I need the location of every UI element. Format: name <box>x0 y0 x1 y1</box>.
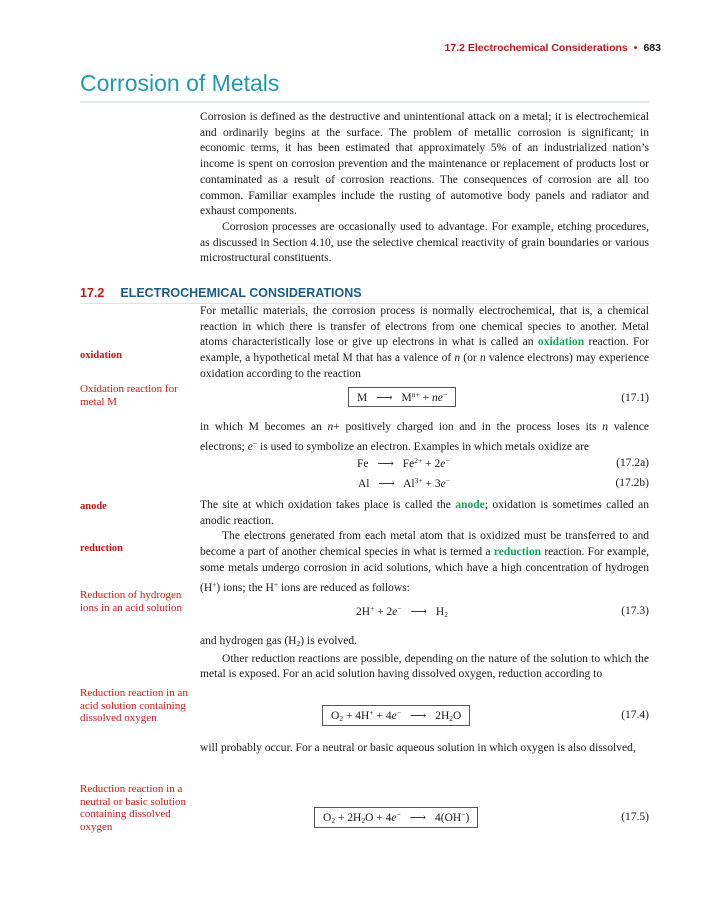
margin-note-oxidation: Oxidation reaction for metal M <box>80 383 178 408</box>
equation-17-4: $O_2 + 4H^+ + 4e^-$ ⟶ $2H_2O$ <box>322 705 470 726</box>
neutral-paragraph: will probably occur. For a neutral or basic aqueous solution in which oxygen is also dissolved, <box>200 742 636 754</box>
title-rule <box>80 101 649 103</box>
margin-note-hydrogen: Reduction of hydrogen ions in an acid solution <box>80 589 183 614</box>
oxidation-term: oxidation <box>537 336 585 349</box>
margin-term-reduction: reduction <box>80 543 123 554</box>
other-reductions-paragraph: Other reduction reactions are possible, depending on the nature of the solution to which the metal is exposed. For an acid solution having dissolved oxygen, reduction according to <box>200 652 649 681</box>
header-section: 17.2 Electrochemical Considerations <box>444 42 628 54</box>
equation-17-3: 2H+ + 2e− ⟶ $H_2$ <box>356 604 448 619</box>
after-oxidation-paragraph: in which M becomes an n+ positively charged ion and in the process loses its n valence electrons; e− is used to symbolize an electron. Examples in which metals oxidize are <box>200 421 649 453</box>
equation-number-17-1: (17.1) <box>621 392 649 404</box>
margin-note-oxygen-acid: Reduction reaction in an acid solution containing dissolved oxygen <box>80 687 188 725</box>
equation-17-2a: Fe ⟶ $Fe^{2+} + 2e^-$ <box>357 456 450 470</box>
equation-17-2b: Al ⟶ $Al^{3+} + 3e^-$ <box>358 476 450 490</box>
running-header <box>445 42 661 54</box>
equation-17-5: $O_2 + 2H_2O + 4e^-$ ⟶ 4(OH−) <box>314 807 478 828</box>
equation-number-17-2b: (17.2b) <box>615 477 649 489</box>
equation-number-17-4: (17.4) <box>621 709 649 721</box>
anode-term: anode <box>455 499 485 511</box>
intro-text <box>200 110 649 267</box>
equation-17-1: M ⟶ $M^{n+} + ne^-$ <box>348 387 456 407</box>
page-title: Corrosion of Metals <box>80 70 280 96</box>
anode-paragraph: The site at which oxidation takes place is called the anode; oxidation is sometimes called an anodic reaction. The electrons generated from each metal atom that is oxidized must be transferred to and become a part of another chemical species in what is termed a reduction reaction. For example, some metals undergo corrosion in acid solutions, which have a high concentration of hydrogen (H+) ions; the H+ ions are reduced as follows: <box>200 498 649 596</box>
equation-number-17-3: (17.3) <box>621 605 649 617</box>
section-title: ELECTROCHEMICAL CONSIDERATIONS <box>120 286 362 300</box>
section-number: 17.2 <box>80 286 105 300</box>
equation-number-17-2a: (17.2a) <box>616 457 649 469</box>
intro-paragraph-1: Corrosion is defined as the destructive and unintentional attack on a metal; it is electrochemical and ordinarily begins at the surface. The problem of metallic corrosion is significant; in economic terms, it has been estimated that approximately 5% of an industrialized nation’s income is spent on corrosion prevention and the maintenance or replacement of products lost or contaminated as a result of corrosion reactions. The consequences of corrosion are all too common. Familiar examples include the rusting of automotive body panels and radiator and exhaust components. <box>200 111 649 218</box>
reduction-paragraph: The electrons generated from each metal atom that is oxidized must be transferred to and become a part of another chemical species in what is termed a reduction reaction. For example, some metals undergo corrosion in acid solutions, which have a high concentration of hydrogen (H+) ions; the H+ ions are reduced as follows: <box>200 530 649 594</box>
hydrogen-paragraph: and hydrogen gas $(H_2)$ is evolved. Other reduction reactions are possible, depending on the nature of the solution to which the metal is exposed. For an acid solution having dissolved oxygen, reduction according to <box>200 634 649 683</box>
section-heading <box>80 286 362 300</box>
intro-paragraph-2: Corrosion processes are occasionally used to advantage. For example, etching procedures, as discussed in Section 4.10, use the selective chemical reactivity of grain boundaries or various microstructural constituents. <box>200 220 649 265</box>
header-bullet: • <box>633 42 638 54</box>
page-number: 683 <box>643 42 661 54</box>
reduction-term: reduction <box>493 546 542 559</box>
equation-number-17-5: (17.5) <box>621 811 649 823</box>
margin-note-oxygen-neutral: Reduction reaction in a neutral or basic solution containing dissolved oxygen <box>80 783 187 833</box>
margin-term-anode: anode <box>80 501 107 512</box>
margin-term-oxidation: oxidation <box>80 350 123 361</box>
oxidation-paragraph: For metallic materials, the corrosion process is normally electrochemical, that is, a chemical reaction in which there is transfer of electrons from one chemical species to another. Metal atoms characteristically lose or give up electrons in what is called an oxidation reaction. For example, a hypothetical metal M that has a valence of n (or n valence electrons) may experience oxidation according to the reaction <box>200 305 649 380</box>
